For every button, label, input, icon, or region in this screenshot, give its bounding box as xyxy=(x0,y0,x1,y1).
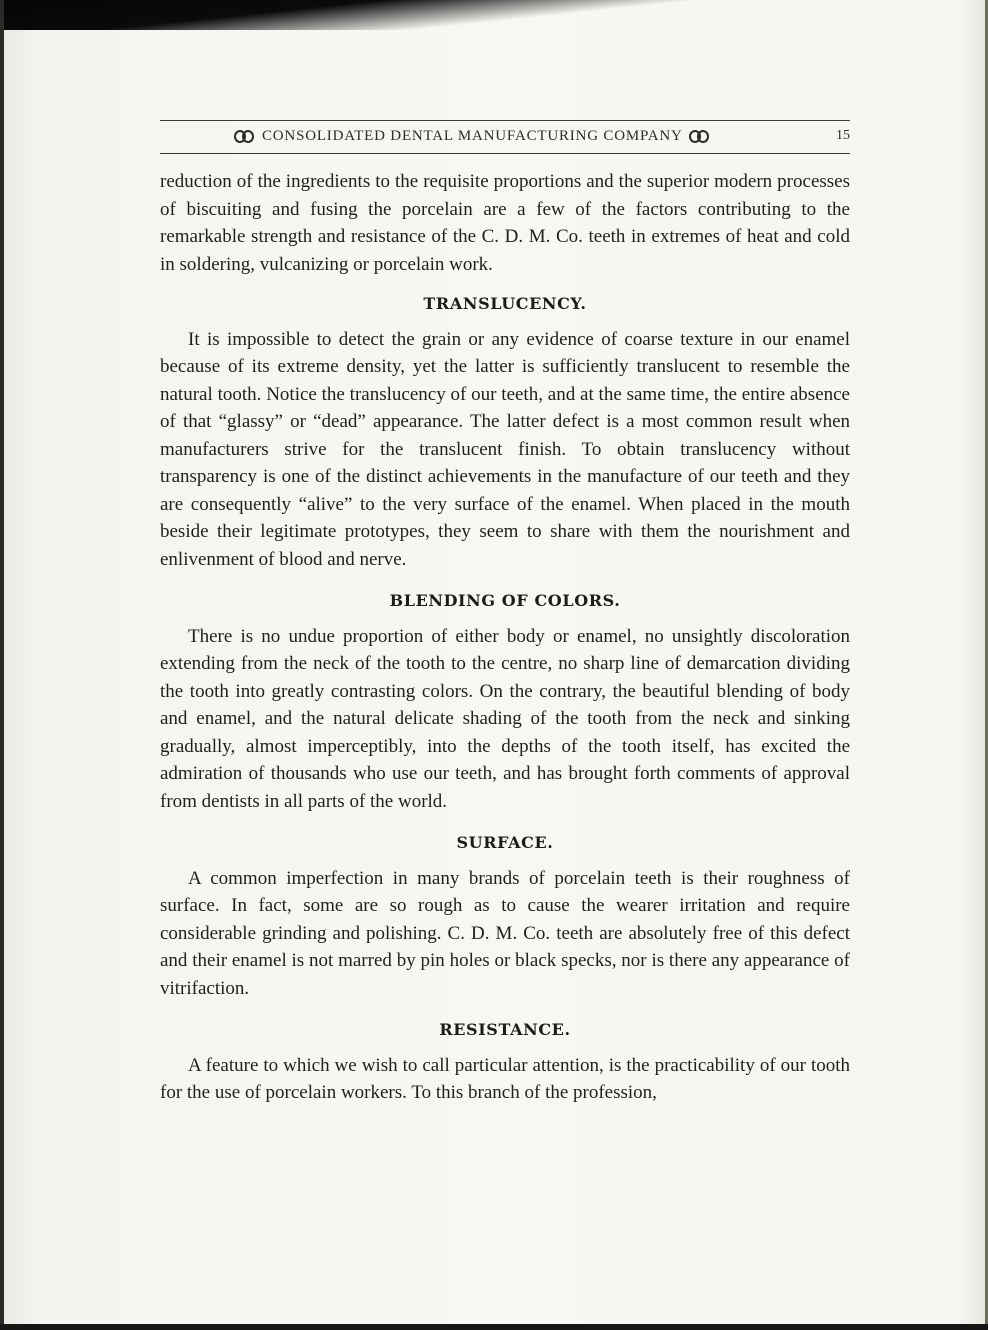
header-title: CONSOLIDATED DENTAL MANUFACTURING COMPANY xyxy=(262,128,683,144)
scan-shadow-top xyxy=(0,0,988,30)
paragraph-blending-of-colors: There is no undue proportion of either body or enamel, no unsightly discoloration extending from the neck of the tooth to the centre, no sharp line of demarcation dividing the tooth into greatly contrasting colors. On the contrary, the beautiful blending of body and enamel, and the natural delicate shading of the tooth from the neck and sinking gradually, almost imperceptibly, into the depths of the tooth itself, has excited the admiration of thousands who use our teeth, and has brought forth comments of approval from dentists in all parts of the world. xyxy=(160,625,850,812)
paragraph-surface: A common imperfection in many brands of porcelain teeth is their roughness of surface. In fact, some are so rough as to cause the wearer irritation and require considerable grinding and polishing. C. D. M. Co. teeth are absolutely free of this defect and their enamel is not marred by pin holes or black specks, nor is there any appearance of vitrifaction. xyxy=(160,867,850,999)
header-rule-bottom xyxy=(160,153,850,154)
heading-translucency: TRANSLUCENCY. xyxy=(423,294,587,313)
heading-resistance: RESISTANCE. xyxy=(439,1020,571,1039)
running-header xyxy=(160,115,850,155)
cdm-logo-icon xyxy=(689,129,711,145)
paragraph-continuation: reduction of the ingredients to the requisite proportions and the superior modern processes of biscuiting and fusing the porcelain are a few of the factors contributing to the remarkable strength and resistance of the C. D. M. Co. teeth in extremes of heat and cold in soldering, vulcanizing or porcelain work. xyxy=(160,171,850,275)
cdm-logo-icon xyxy=(234,129,256,145)
page-number: 15 xyxy=(836,128,850,143)
header-rule-top xyxy=(160,120,850,121)
heading-surface: SURFACE. xyxy=(456,833,554,852)
body-text xyxy=(160,168,850,1107)
heading-blending-of-colors: BLENDING OF COLORS. xyxy=(389,591,621,610)
scan-edge-bottom xyxy=(0,1324,988,1330)
paragraph-resistance: A feature to which we wish to call particular attention, is the practicability of our tooth for the use of porcelain workers. To this branch of the profession, xyxy=(160,1054,850,1103)
scan-edge-left xyxy=(0,0,4,1330)
header-title-line xyxy=(228,128,717,145)
paragraph-translucency: It is impossible to detect the grain or any evidence of coarse texture in our enamel because of its extreme density, yet the latter is sufficiently translucent to resemble the natural tooth. Notice the translucency of our teeth, and at the same time, the entire absence of that “glassy” or “dead” appearance. The latter defect is a most common result when manufacturers strive for the translucent finish. To obtain translucency without transparency is one of the distinct achievements in the manufacture of our teeth and they are consequently “alive” to the very surface of the enamel. When placed in the mouth beside their legitimate prototypes, they seem to share with them the nourishment and enlivenment of blood and nerve. xyxy=(160,328,850,570)
